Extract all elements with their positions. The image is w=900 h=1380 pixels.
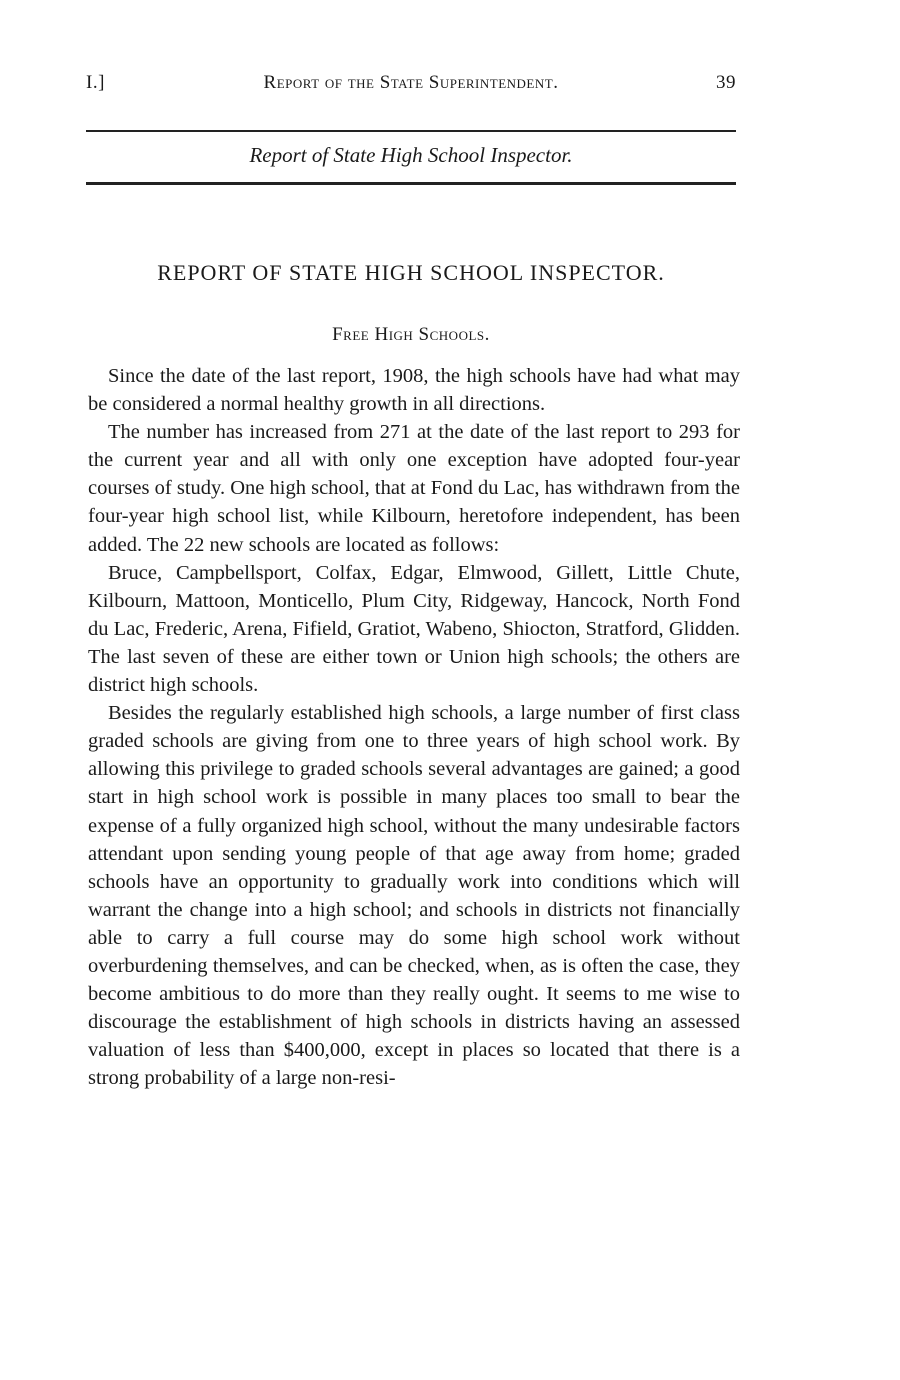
section-heading: Free High Schools.: [332, 324, 490, 345]
top-rule: [86, 130, 736, 132]
bottom-rule: [86, 182, 736, 185]
page-subhead: Report of State High School Inspector.: [249, 143, 573, 167]
paragraph-1: Since the date of the last report, 1908, the high schools have had what may be considered a normal healthy growth in all directions.: [88, 365, 740, 416]
section-number: I.]: [86, 72, 105, 93]
report-title: REPORT OF STATE HIGH SCHOOL INSPECTOR.: [157, 260, 665, 285]
running-head: [86, 72, 736, 102]
paragraph-2: The number has increased from 271 at the date of the last report to 293 for the current year and all with only one exception have adopted four-year courses of study. One high school, that at Fond du Lac, has withdrawn from the four-year high school list, while Kilbourn, heretofore independent, has been added. The 22 new schools are located as follows:: [88, 421, 740, 556]
paragraph-3: Bruce, Campbellsport, Colfax, Edgar, Elmwood, Gillett, Little Chute, Kilbourn, Mattoon, Monticello, Plum City, Ridgeway, Hancock, North Fond du Lac, Frederic, Arena, Fifield, Gratiot, Wabeno, Shiocton, Stratford, Glidden. The last seven of these are either town or Union high schools; the others are district high schools.: [88, 561, 740, 697]
page-number: 39: [716, 72, 736, 93]
running-head-title: Report of the State Superintendent.: [263, 72, 559, 93]
body-text: [88, 362, 740, 1092]
paragraph-4: Besides the regularly established high schools, a large number of first class graded schools are giving from one to three years of high school work. By allowing this privilege to graded schools several advantages are gained; a good start in high school work is possible in many places too small to bear the expense of a fully organized high school, without the many undesirable factors attendant upon sending young people of that age away from home; graded schools have an opportunity to gradually work into conditions which will warrant the change into a high school; and schools in districts not financially able to carry a full course may do some high school work without overburdening themselves, and can be checked, when, as is often the case, they become ambitious to do more than they really ought. It seems to me wise to discourage the establishment of high schools in districts having an assessed valuation of less than $400,000, except in places so located that there is a strong probability of a large non-resi-: [88, 702, 740, 1090]
